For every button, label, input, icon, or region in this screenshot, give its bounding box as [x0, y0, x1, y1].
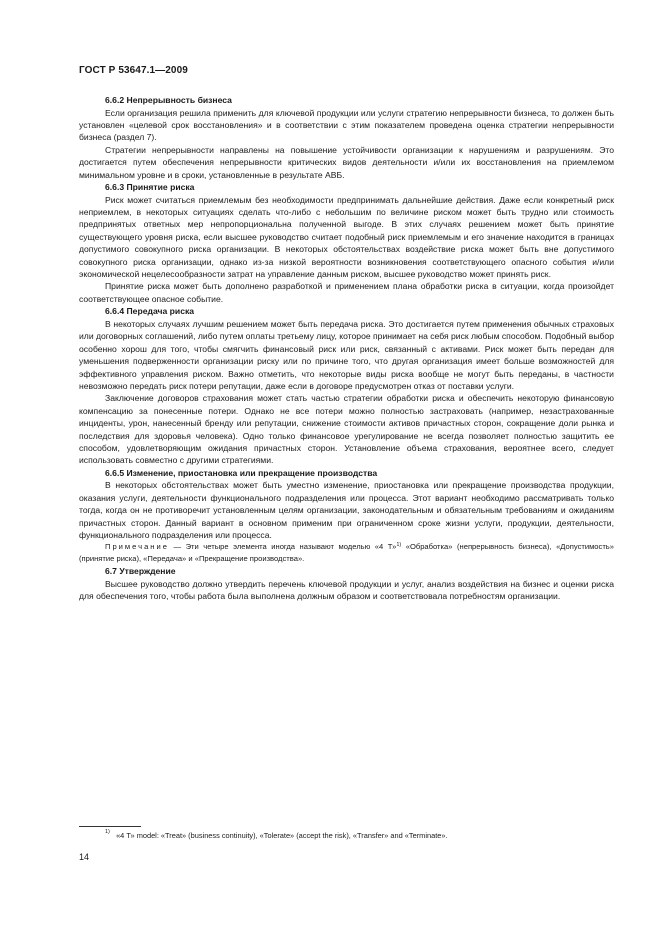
page-number: 14: [79, 852, 90, 862]
section-heading-6-6-5: 6.6.5 Изменение, приостановка или прекращение производства: [105, 467, 378, 478]
paragraph: В некоторых случаях лучшим решением может быть передача риска. Это достигается путем применения обычных страховых или договорных соглашений, либо путем оплаты третьему лицу, которое принимает на себя риск любым способом. Подобный выбор особенно хорош для того, чтобы смягчить финансовый риск или риск, связанный с активами. Риск может быть передан для уменьшения подверженности организации риску или по причине того, что другая организация имеет больше возможностей для эффективного управления риском. Важно отметить, что некоторые виды риска вообще не могут быть переданы, в частности невозможно передать риск потери репутации, даже если в договоре предусмотрен отказ от поставки услуги.: [79, 318, 614, 391]
note-label: Примечание: [105, 542, 169, 552]
note-text: — Эти четыре элемента иногда называют моделью «4 Т»: [168, 542, 397, 552]
document-body: [79, 94, 614, 603]
section-heading-6-6-4: 6.6.4 Передача риска: [105, 306, 195, 317]
footnote-divider: [79, 826, 141, 827]
paragraph: Риск может считаться приемлемым без необходимости предпринимать дальнейшие действия. Даже если конкретный риск неприемлем, в некоторых ситуациях сделать что-либо с небольшим по величине риском может быть трудно или стоимость предпринятых ответных мер непропорциональна полученной выгоде. В этих случаях решением может быть принятие существующего уровня риска, если высшее руководство считает подобный риск приемлемым и его значение находится в границах допустимого совокупного риска организации. В некоторых обстоятельствах воздействие риска может быть вне допустимого совокупного риска организации, однако из-за низкой вероятности возникновения соответствующего опасного события и/или экономической нецелесообразности затрат на управление данным риском, высшее руководство может принять риск.: [79, 194, 614, 280]
note: [79, 541, 614, 565]
section-heading-6-6-3: 6.6.3 Принятие риска: [105, 182, 195, 193]
section-heading-6-7: 6.7 Утверждение: [105, 566, 176, 577]
footnote-marker: 1): [105, 829, 110, 835]
footnote-ref: 1): [396, 542, 402, 549]
note-text: «Обработка» (непрерывность бизнеса), «Допустимость» (принятие риска), «Передача» и «Прекращение производства».: [79, 542, 614, 564]
footnote: [105, 831, 448, 840]
paragraph: В некоторых обстоятельствах может быть уместно изменение, приостановка или прекращение производства продукции, оказания услуги, деятельности функционального подразделения или процесса. Этот вариант необходимо рассматривать только тогда, когда он не противоречит установленным целям организации, законодательным и обязательным требованиям и ожиданиям причастных сторон. Данный вариант в основном применим при ограниченном сроке жизни услуги, продукции, деятельности, функционального подразделения или процесса.: [79, 480, 614, 540]
paragraph: Стратегии непрерывности направлены на повышение устойчивости организации к нарушениям и разрушениям. Это достигается путем обеспечения непрерывности критических видов деятельности и/или их восстановления на приемлемом минимальном уровне и в сроки, установленные в результате АВБ.: [79, 144, 614, 180]
paragraph: Принятие риска может быть дополнено разработкой и применением плана обработки риска в ситуации, когда произойдет соответствующее опасное событие.: [79, 281, 614, 304]
footnote-text: «4 Т» model: «Treat» (business continuity), «Tolerate» (accept the risk), «Transfer» and «Terminate».: [116, 831, 448, 840]
document-header: ГОСТ Р 53647.1—2009: [79, 65, 188, 76]
section-heading-6-6-2: 6.6.2 Непрерывность бизнеса: [105, 95, 232, 105]
paragraph: Если организация решила применить для ключевой продукции или услуги стратегию непрерывности бизнеса, то должен быть установлен «целевой срок восстановления» и в соответствии с этим показателем проведена оценка стратегии непрерывности бизнеса (раздел 7).: [79, 107, 614, 143]
paragraph: Высшее руководство должно утвердить перечень ключевой продукции и услуг, анализ воздействия на бизнес и оценки риска для обеспечения того, чтобы работа была выполнена должным образом и соответствовала потребностям организации.: [79, 578, 614, 602]
paragraph: Заключение договоров страхования может стать частью стратегии обработки риска и обеспечить некоторую финансовую компенсацию за понесенные потери. Однако не все потери можно полностью застраховать (например, незастрахованные инциденты, урон, нанесенный бренду или репутации, снижение стоимости активов причастных сторон, сокращение доли рынка и последствия для здоровья человека). Одно только финансовое урегулирование не всегда позволяет полностью защитить ее способом, удовлетворяющим ожидания причастных сторон. Установление объема страхования, вероятнее всего, следует использовать совместно с другими стратегиями.: [79, 393, 614, 466]
